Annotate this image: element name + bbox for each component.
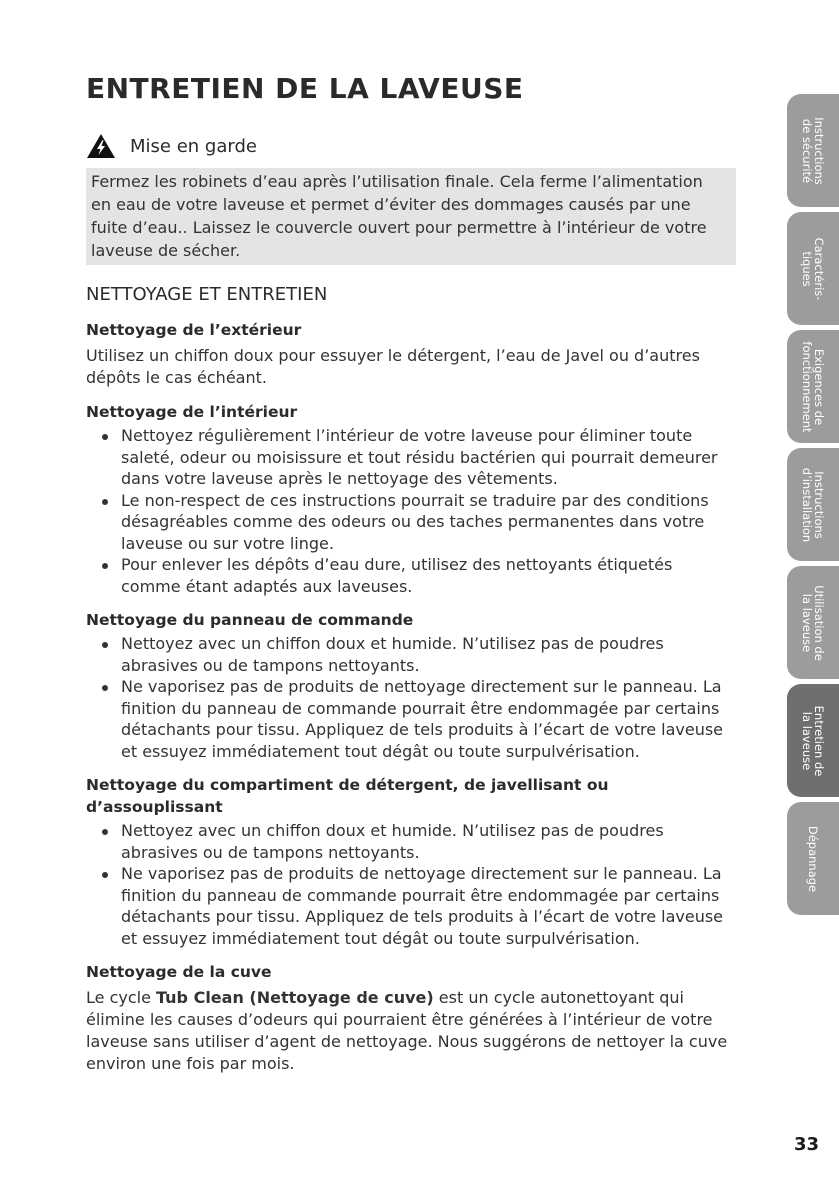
exterior-heading: Nettoyage de l’extérieur xyxy=(86,321,302,339)
tab-label: Entretien de la laveuse xyxy=(800,705,826,776)
caution-header xyxy=(86,132,736,160)
tab-label: Utilisation de la laveuse xyxy=(800,584,826,661)
section-tabs xyxy=(787,94,839,920)
tab-using-washer[interactable] xyxy=(787,566,839,679)
section-title: NETTOYAGE ET ENTRETIEN xyxy=(86,284,328,305)
main-content xyxy=(86,72,736,1075)
dispenser-heading: Nettoyage du compartiment de détergent, de javellisant ou d’assouplissant xyxy=(86,776,609,816)
exterior-text: Utilisez un chiffon doux pour essuyer le détergent, l’eau de Javel ou d’autres dépôts le cas échéant. xyxy=(86,346,700,387)
tab-features[interactable] xyxy=(787,212,839,325)
warning-icon xyxy=(86,133,116,159)
tub-text-after: est un cycle autonettoyant qui élimine les causes d’odeurs qui pourraient être générées à l’intérieur de votre laveuse sans utiliser d’agent de nettoyage. Nous suggérons de nettoyer la cuve environ une fois par mois. xyxy=(86,988,728,1073)
tab-label: Instructions de sécurité xyxy=(800,116,826,185)
tab-label: Exigences de fonctionnement xyxy=(800,340,826,433)
tub-text xyxy=(86,987,736,1075)
tub-text-before: Le cycle xyxy=(86,988,156,1007)
list-item: Ne vaporisez pas de produits de nettoyage directement sur le panneau. La finition du panneau de commande pourrait être endommagée par certains détachants pour tissu. Appliquez de tels produits à l’écart de votre laveuse et essuyez immédiatement tout dégât ou toute surpulvérisation. xyxy=(86,863,736,949)
tab-label: Instructions d’installation xyxy=(800,467,826,542)
interior-list xyxy=(86,425,736,597)
caution-box: Fermez les robinets d’eau après l’utilisation finale. Cela ferme l’alimentation en eau de votre laveuse et permet d’éviter des dommages causés par une fuite d’eau.. Laissez le couvercle ouvert pour permettre à l’intérieur de votre laveuse de sécher. xyxy=(86,168,736,265)
list-item: Ne vaporisez pas de produits de nettoyage directement sur le panneau. La finition du panneau de commande pourrait être endommagée par certains détachants pour tissu. Appliquez de tels produits à l’écart de votre laveuse et essuyez immédiatement tout dégât ou toute surpulvérisation. xyxy=(86,676,736,762)
tab-label: Dépannage xyxy=(806,825,820,892)
tab-requirements[interactable] xyxy=(787,330,839,443)
tab-safety[interactable] xyxy=(787,94,839,207)
list-item: Nettoyez régulièrement l’intérieur de votre laveuse pour éliminer toute saleté, odeur ou moisissure et tout résidu bactérien qui pourrait demeurer dans votre laveuse après le nettoyage des vêtements. xyxy=(86,425,736,490)
list-item: Pour enlever les dépôts d’eau dure, utilisez des nettoyants étiquetés comme étant adaptés aux laveuses. xyxy=(86,554,736,597)
list-item: Nettoyez avec un chiffon doux et humide. N’utilisez pas de poudres abrasives ou de tampons nettoyants. xyxy=(86,633,736,676)
tub-clean-cycle-name: Tub Clean (Nettoyage de cuve) xyxy=(156,988,434,1007)
interior-heading: Nettoyage de l’intérieur xyxy=(86,403,298,421)
tab-troubleshooting[interactable] xyxy=(787,802,839,915)
tab-label: Caractéris- tiques xyxy=(800,237,826,300)
dispenser-list xyxy=(86,820,736,949)
panel-list xyxy=(86,633,736,762)
page-number: 33 xyxy=(793,1134,819,1155)
tab-washer-care[interactable] xyxy=(787,684,839,797)
list-item: Nettoyez avec un chiffon doux et humide. N’utilisez pas de poudres abrasives ou de tampons nettoyants. xyxy=(86,820,736,863)
page-title: ENTRETIEN DE LA LAVEUSE xyxy=(86,72,524,105)
tub-heading: Nettoyage de la cuve xyxy=(86,963,272,981)
list-item: Le non-respect de ces instructions pourrait se traduire par des conditions désagréables comme des odeurs ou des taches permanentes dans votre laveuse ou sur votre linge. xyxy=(86,490,736,555)
tab-installation[interactable] xyxy=(787,448,839,561)
caution-title: Mise en garde xyxy=(130,135,257,157)
panel-heading: Nettoyage du panneau de commande xyxy=(86,611,414,629)
